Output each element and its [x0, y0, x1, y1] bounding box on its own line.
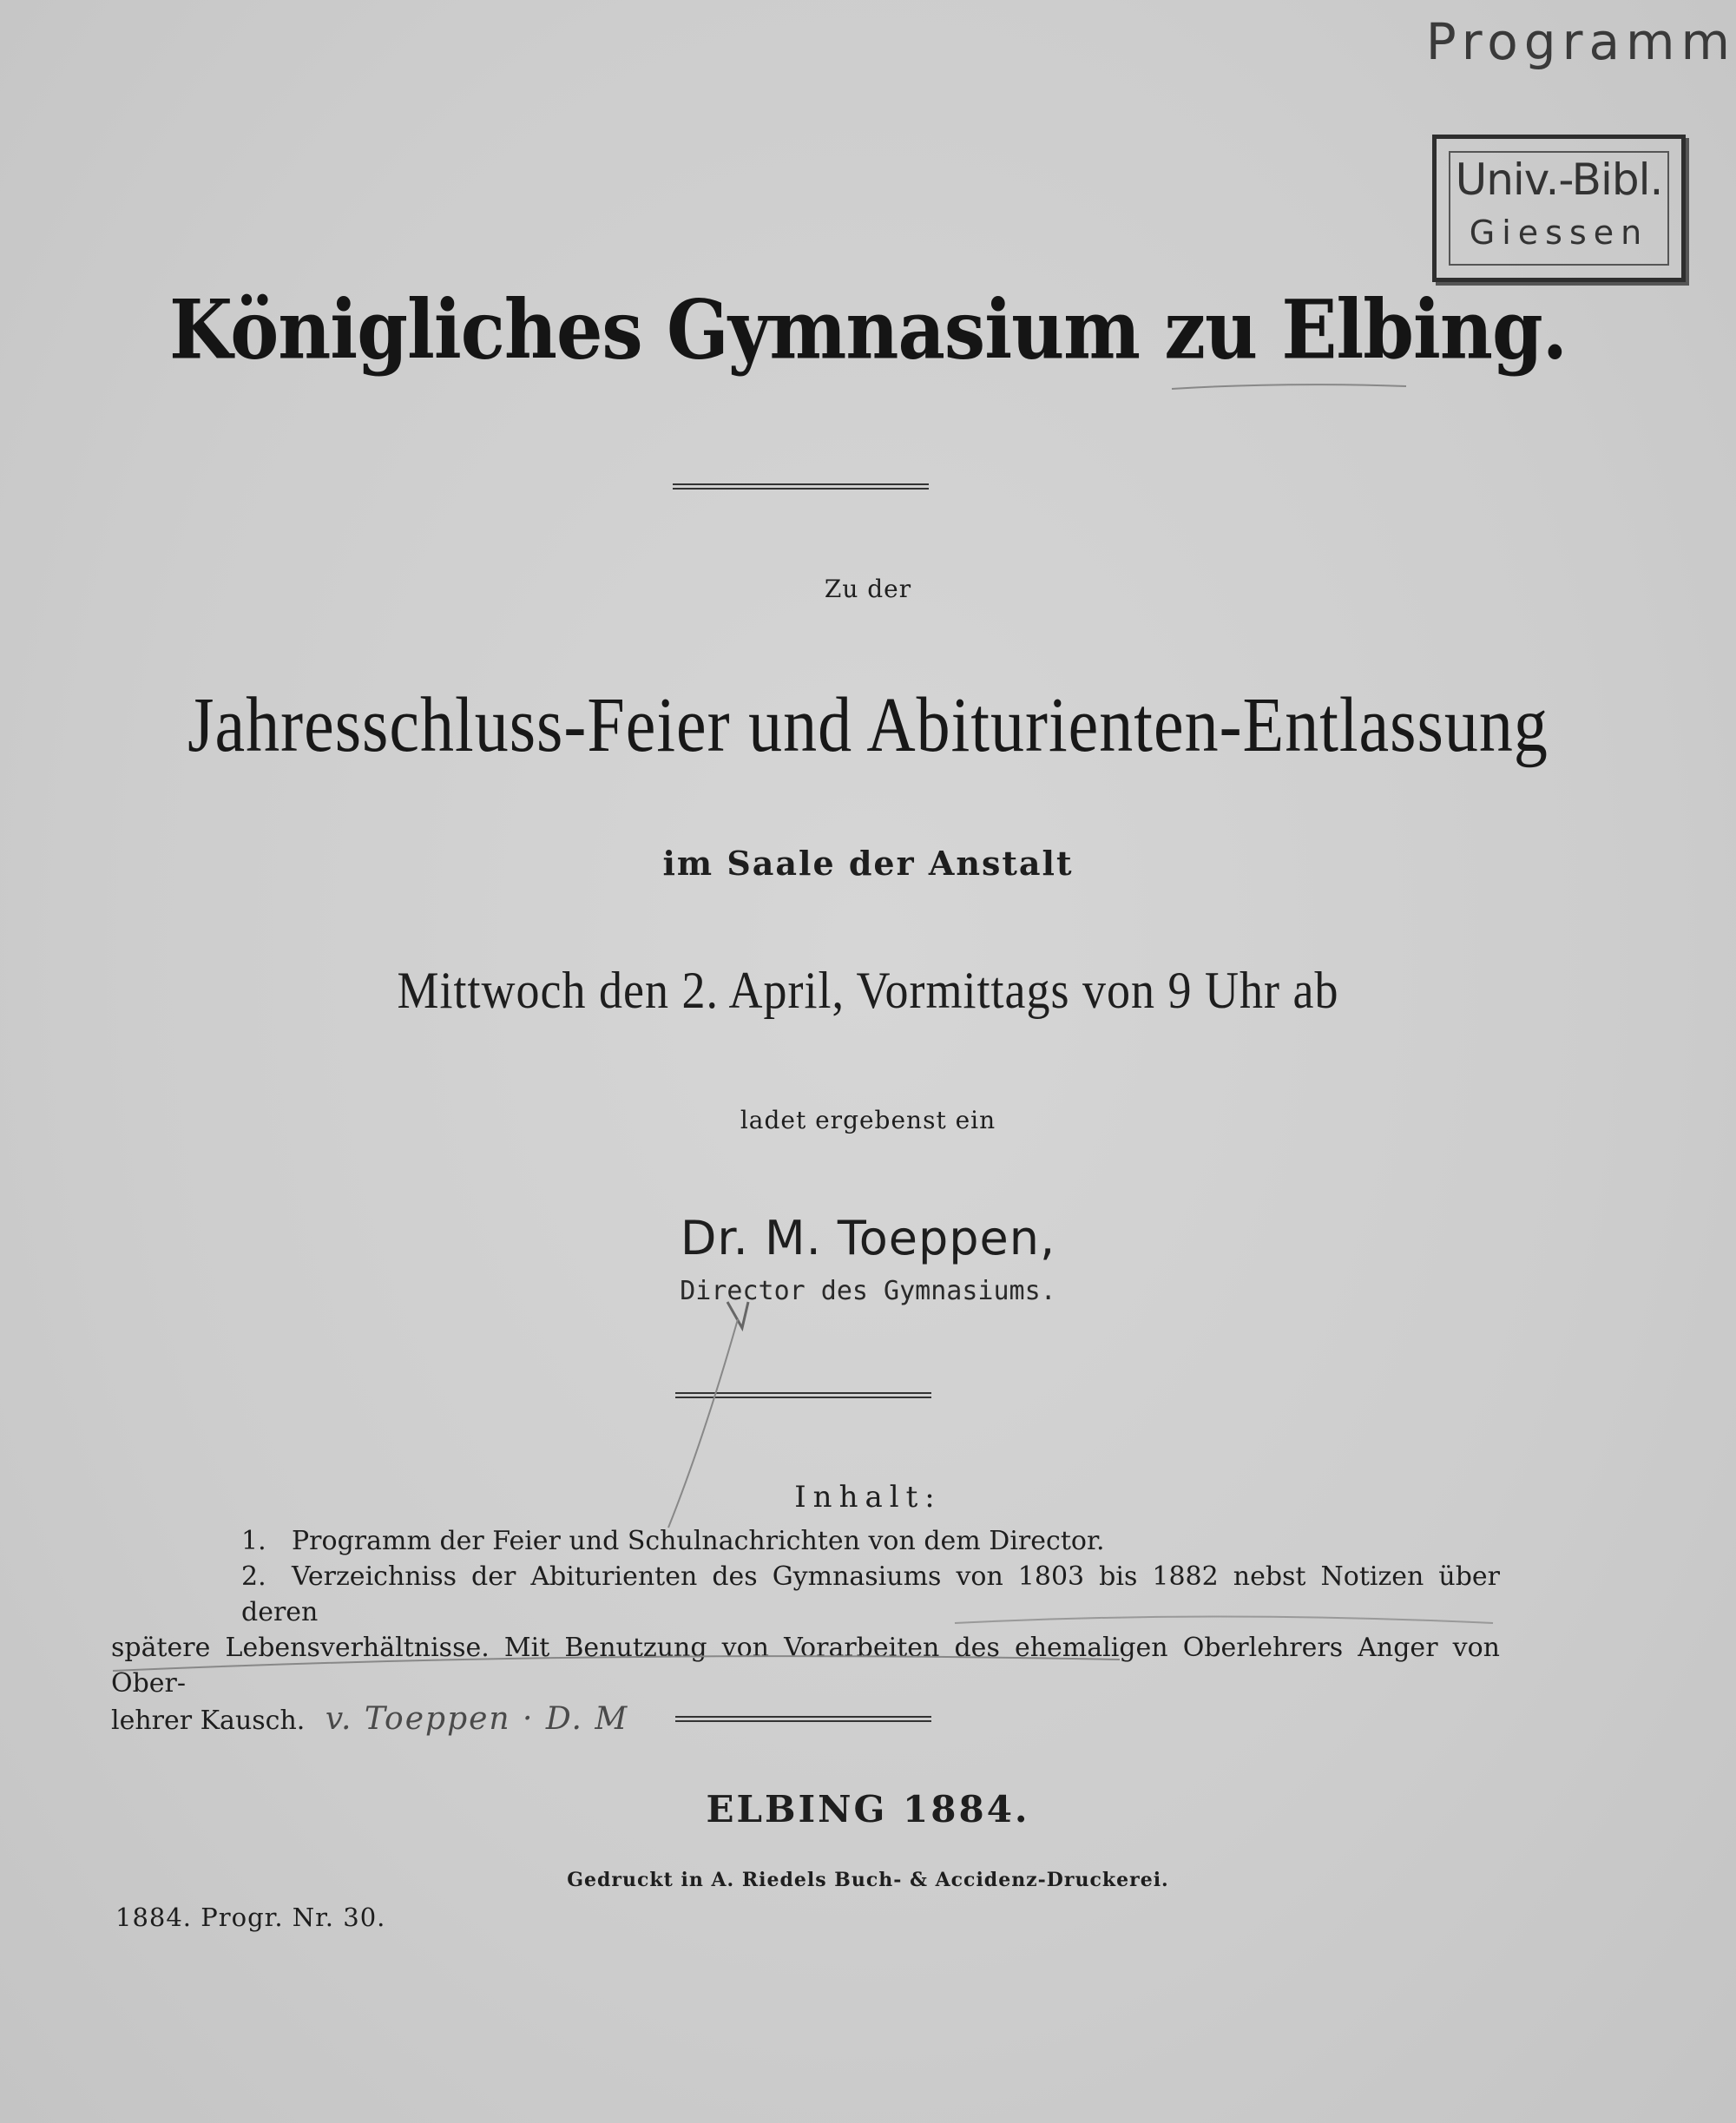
library-stamp-line2: Giessen — [1469, 214, 1649, 252]
contents-item-number: 2. — [241, 1561, 266, 1592]
contents-heading: Inhalt: — [794, 1480, 942, 1515]
event-heading: Jahresschluss-Feier und Abiturienten-Entlassung — [187, 680, 1549, 768]
archive-stamp-label: Programm — [1425, 12, 1736, 71]
double-rule-divider — [675, 1716, 931, 1722]
contents-item-number: 1. — [241, 1526, 266, 1556]
document-title: Königliches Gymnasium zu Elbing. — [169, 281, 1567, 378]
contents-item-text-line2: spätere Lebensverhältnisse. Mit Benutzung von Vorarbeiten des ehemaligen Oberlehrers Anger von Ober- — [111, 1633, 1500, 1699]
author-title: Director des Gymnasiums. — [680, 1276, 1056, 1306]
author-name: Dr. M. Toeppen, — [680, 1211, 1056, 1265]
date-time-text: Mittwoch den 2. April, Vormittags von 9 Uhr ab — [397, 961, 1339, 1020]
library-stamp-line1: Univ.-Bibl. — [1455, 154, 1663, 205]
contents-item-text-line1: Verzeichniss der Abiturienten des Gymnasiums von 1803 bis 1882 nebst Notizen über deren — [241, 1561, 1500, 1627]
catalogue-number: 1884. Progr. Nr. 30. — [115, 1903, 386, 1932]
venue-text: im Saale der Anstalt — [662, 844, 1074, 883]
contents-item-text-line3: lehrer Kausch. — [111, 1706, 306, 1736]
printer-line: Gedruckt in A. Riedels Buch- & Accidenz-Druckerei. — [567, 1869, 1169, 1891]
imprint-place-year: ELBING 1884. — [706, 1788, 1030, 1831]
contents-item-text: Programm der Feier und Schulnachrichten von dem Director. — [292, 1526, 1105, 1556]
invite-phrase: ladet ergebenst ein — [740, 1106, 996, 1134]
intro-text: Zu der — [824, 575, 912, 603]
handwritten-note: v. Toeppen · D. M — [325, 1701, 629, 1737]
